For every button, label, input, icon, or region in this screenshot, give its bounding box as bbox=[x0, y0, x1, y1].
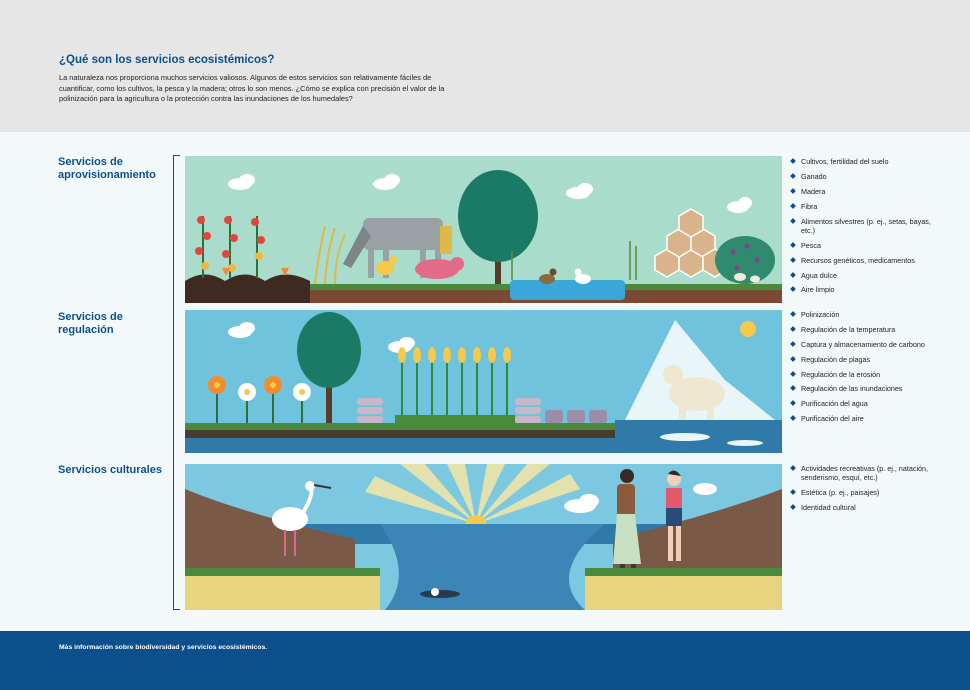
intro-text: La naturaleza nos proporciona muchos servicios valiosos. Algunos de estos servicios son relativamente fáciles de cuantificar, como los cultivos, la pesca y la madera; otros lo son menos. ¿Cómo se explica con precisión el valor de la polinización para la agricultura o la protección contra las inundaciones de los humedales? bbox=[59, 73, 445, 104]
list-item: Regulación de plagas bbox=[791, 355, 941, 364]
bracket-tick bbox=[173, 155, 180, 156]
regulation-illustration bbox=[185, 310, 782, 453]
list-item: Fibra bbox=[791, 202, 941, 211]
section-bracket bbox=[173, 155, 181, 609]
list-item: Alimentos silvestres (p. ej., setas, bayas, etc.) bbox=[791, 217, 941, 236]
provisioning-services-list bbox=[791, 157, 941, 300]
list-item: Regulación de las inundaciones bbox=[791, 384, 941, 393]
list-item: Purificación del aire bbox=[791, 414, 941, 423]
list-item: Aire limpio bbox=[791, 285, 941, 294]
list-item: Recursos genéticos, medicamentos bbox=[791, 256, 941, 265]
cultural-services-list bbox=[791, 464, 941, 518]
list-item: Captura y almacenamiento de carbono bbox=[791, 340, 941, 349]
list-item: Identidad cultural bbox=[791, 503, 941, 512]
section-title-regulation: Servicios de regulación bbox=[58, 311, 123, 336]
regulation-services-list bbox=[791, 310, 941, 429]
list-item: Madera bbox=[791, 187, 941, 196]
list-item: Ganado bbox=[791, 172, 941, 181]
list-item: Estética (p. ej., paisajes) bbox=[791, 488, 941, 497]
list-item: Agua dulce bbox=[791, 271, 941, 280]
list-item: Pesca bbox=[791, 241, 941, 250]
header-banner bbox=[0, 0, 970, 132]
cultural-illustration bbox=[185, 464, 782, 610]
more-info-link[interactable]: Más información sobre biodiversidad y servicios ecosistémicos. bbox=[59, 644, 268, 651]
list-item: Regulación de la erosión bbox=[791, 370, 941, 379]
footer bbox=[0, 631, 970, 690]
section-title-cultural: Servicios culturales bbox=[58, 464, 162, 476]
section-title-provisioning: Servicios de aprovisionamiento bbox=[58, 156, 156, 181]
provisioning-illustration bbox=[185, 156, 782, 303]
bracket-tick bbox=[173, 609, 180, 610]
list-item: Regulación de la temperatura bbox=[791, 325, 941, 334]
list-item: Cultivos, fertilidad del suelo bbox=[791, 157, 941, 166]
page-title: ¿Qué son los servicios ecosistémicos? bbox=[59, 54, 275, 66]
list-item: Purificación del agua bbox=[791, 399, 941, 408]
list-item: Actividades recreativas (p. ej., natación, senderismo, esquí, etc.) bbox=[791, 464, 941, 483]
list-item: Polinización bbox=[791, 310, 941, 319]
